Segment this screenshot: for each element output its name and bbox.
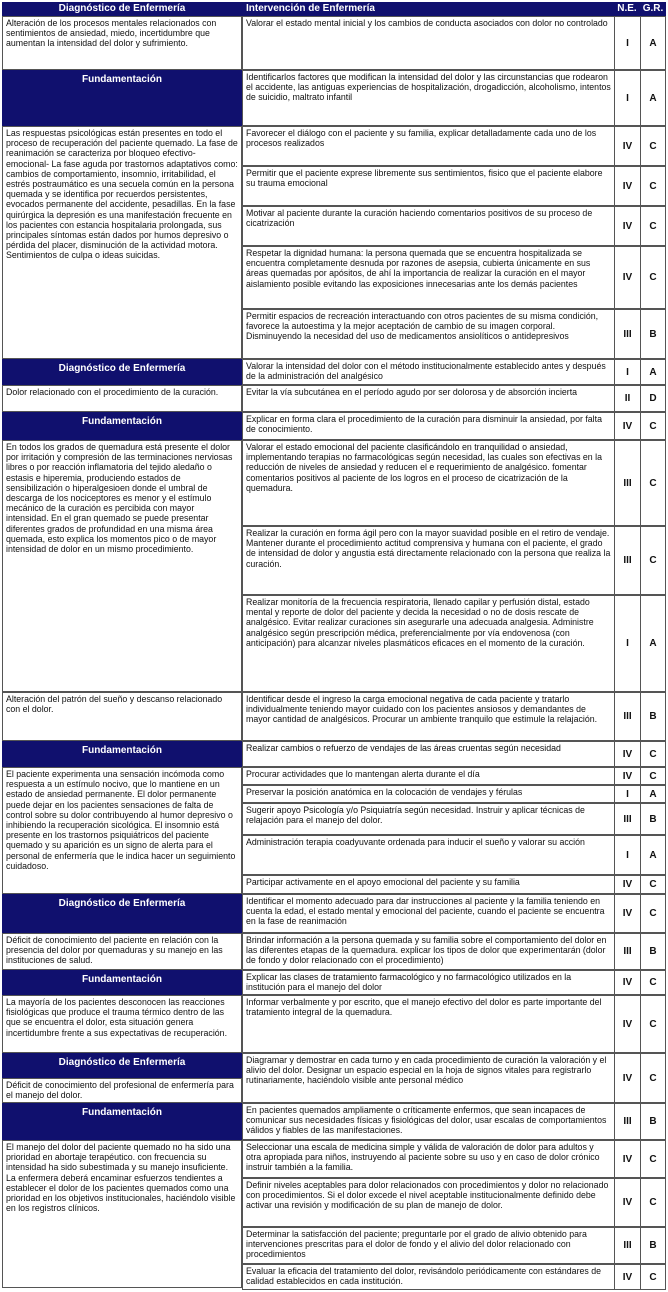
- section-header-band: Fundamentación: [2, 412, 242, 440]
- intervention-cell: Sugerir apoyo Psicología y/o Psiquiatría según necesidad. Instruir y aplicar técnicas de relajación para el manejo del dolor.: [242, 803, 615, 835]
- recommendation-grade-cell: A: [640, 835, 666, 875]
- evidence-level-cell: IV: [614, 126, 641, 166]
- intervention-cell: Realizar monitoría de la frecuencia respiratoria, llenado capilar y perfusión distal, estado mental y reporte de dolor del paciente y decida la necesidad o no de dosis rescate de analgésico. Evitar realizar curaciones sin asegurarle una adecuada analgesia. Administre analgésico según prescripción médica, preferencialmente por vía endovenosa (con anticipación) para alcanzar niveles plasmáticos eficaces en el momento de la curación.: [242, 595, 615, 692]
- evidence-level-cell: III: [614, 440, 641, 526]
- recommendation-grade-cell: C: [640, 875, 666, 894]
- diagnosis-cell: La mayoría de los pacientes desconocen las reacciones fisiológicas que produce el trauma térmico dentro de las que se encuentra el dolor, esta situación genera incertidumbre frente a sus expectativas de recuperación.: [2, 995, 242, 1053]
- evidence-level-cell: III: [614, 933, 641, 970]
- intervention-cell: Brindar información a la persona quemada y su familia sobre el comportamiento del dolor en las diferentes etapas de la quemadura. explicar los tipos de dolor que experimentarán (dolor de fondo y dolor relacionado con el procedimiento): [242, 933, 615, 970]
- intervention-cell: Preservar la posición anatómica en la colocación de vendajes y férulas: [242, 785, 615, 803]
- header-intervention: Intervención de Enfermería: [242, 2, 614, 16]
- diagnosis-cell: Déficit de conocimiento del profesional de enfermería para el manejo del dolor.: [2, 1078, 242, 1103]
- evidence-level-cell: III: [614, 1227, 641, 1264]
- recommendation-grade-cell: B: [640, 1103, 666, 1140]
- intervention-cell: Participar activamente en el apoyo emocional del paciente y su familia: [242, 875, 615, 894]
- evidence-level-cell: IV: [614, 767, 641, 785]
- recommendation-grade-cell: C: [640, 970, 666, 995]
- section-header-band: Fundamentación: [2, 970, 242, 995]
- evidence-level-cell: III: [614, 692, 641, 741]
- intervention-cell: Permitir que el paciente exprese libremente sus sentimientos, fisico que el paciente elabore su trauma emocional: [242, 166, 615, 206]
- recommendation-grade-cell: C: [640, 1264, 666, 1290]
- section-header-band: Diagnóstico de Enfermería: [2, 359, 242, 385]
- intervention-cell: Identificarlos factores que modifican la intensidad del dolor y las circunstancias que rodearon el accidente, las antiguas experiencias de hospitalización, drogadicción, alcoholismo, intentos de suicidio, maltrato infantil: [242, 70, 615, 126]
- diagnosis-cell: Las respuestas psicológicas están presentes en todo el proceso de recuperación del paciente quemado. La fase de reanimación se caracteriza por bloqueo efectivo-emocional- La fase aguda por trastornos adaptativos como: cambios de comportamiento, insomnio, irritabilidad, el estrés postraumático es una secuela común en la persona quemada y se identifica por recuerdos persistentes, evocados permanente del accidente, pesadillas. En la fase quirúrgica la depresión es una manifestación frecuente en los pacientes con estancia hospitalaria prolongada, sus principales síntomas están dados por humos depresivo o pérdida del placer, disminución de la actividad motora. Sentimientos de culpa o ideas suicidas.: [2, 126, 242, 359]
- recommendation-grade-cell: C: [640, 440, 666, 526]
- evidence-level-cell: IV: [614, 206, 641, 246]
- intervention-cell: Determinar la satisfacción del paciente; preguntarle por el grado de alivio obtenido para intervenciones prescritas para el dolor de fondo y el alivio del dolor relacionado con procedimientos: [242, 1227, 615, 1264]
- intervention-cell: Favorecer el diálogo con el paciente y su familia, explicar detalladamente cada uno de los procesos realizados: [242, 126, 615, 166]
- intervention-cell: Procurar actividades que lo mantengan alerta durante el día: [242, 767, 615, 785]
- evidence-level-cell: IV: [614, 1140, 641, 1178]
- recommendation-grade-cell: C: [640, 1053, 666, 1103]
- diagnosis-cell: En todos los grados de quemadura está presente el dolor por irritación y compresión de las terminaciones nerviosas libres o por reacción inflamatoria del tejido aledaño o estasis e hiperemia, produciendo estados de sensibilización o hiperalgesioen donde el umbral de descarga de los nociceptores es menor y el estímulo mecánico de la curación es percibida con mayor intensidad. En el gran quemado se puede presentar diferentes grados de profundidad en una misma área quemada, esto explica los momentos pico o de mayor intensidad de dolor en un mismo procedimiento.: [2, 440, 242, 692]
- evidence-level-cell: I: [614, 835, 641, 875]
- intervention-cell: Valorar el estado emocional del paciente clasificándolo en tranquilidad o ansiedad, implementando terapias no farmacológicas según necesidad, las cuales son efectivas en la reducción de niveles de ansiedad y reducen el e requerimiento de analgésico. fomentar comentarios positivos al paciente de los logros en el proceso de cicatrización de la quemadura.: [242, 440, 615, 526]
- evidence-level-cell: IV: [614, 875, 641, 894]
- header-gr: G.R.: [640, 2, 666, 16]
- evidence-level-cell: IV: [614, 894, 641, 933]
- recommendation-grade-cell: C: [640, 526, 666, 595]
- header-diagnosis: Diagnóstico de Enfermería: [2, 2, 242, 16]
- evidence-level-cell: I: [614, 595, 641, 692]
- section-header-band: Diagnóstico de Enfermería: [2, 894, 242, 933]
- recommendation-grade-cell: C: [640, 1178, 666, 1227]
- evidence-level-cell: IV: [614, 1053, 641, 1103]
- recommendation-grade-cell: C: [640, 166, 666, 206]
- recommendation-grade-cell: A: [640, 595, 666, 692]
- evidence-level-cell: I: [614, 785, 641, 803]
- diagnosis-cell: Dolor relacionado con el procedimiento de la curación.: [2, 385, 242, 412]
- recommendation-grade-cell: A: [640, 16, 666, 70]
- section-header-band: Fundamentación: [2, 70, 242, 126]
- section-header-band: Fundamentación: [2, 741, 242, 767]
- header-ne: N.E.: [614, 2, 640, 16]
- intervention-cell: Motivar al paciente durante la curación haciendo comentarios positivos de su proceso de cicatrización: [242, 206, 615, 246]
- evidence-level-cell: I: [614, 70, 641, 126]
- evidence-level-cell: IV: [614, 1178, 641, 1227]
- intervention-cell: Realizar la curación en forma ágil pero con la mayor suavidad posible en el retiro de vendaje. Mantener durante el procedimiento actitud comprensiva y humana con el paciente, el grado de intensidad de dolor y angustia está directamente relacionado con la persona que realiza la curación.: [242, 526, 615, 595]
- evidence-level-cell: I: [614, 359, 641, 385]
- recommendation-grade-cell: B: [640, 803, 666, 835]
- evidence-level-cell: IV: [614, 412, 641, 440]
- intervention-cell: Informar verbalmente y por escrito, que el manejo efectivo del dolor es parte importante del tratamiento integral de la quemadura.: [242, 995, 615, 1053]
- intervention-cell: Diagramar y demostrar en cada turno y en cada procedimiento de curación la valoración y el alivio del dolor. Designar un espacio especial en la hoja de signos vitales para registrarlo rutinariamente, haciéndolo visible ante personal médico: [242, 1053, 615, 1103]
- recommendation-grade-cell: C: [640, 206, 666, 246]
- recommendation-grade-cell: B: [640, 692, 666, 741]
- intervention-cell: Valorar la intensidad del dolor con el método institucionalmente establecido antes y después de la administración del analgésico: [242, 359, 615, 385]
- recommendation-grade-cell: A: [640, 359, 666, 385]
- recommendation-grade-cell: A: [640, 785, 666, 803]
- recommendation-grade-cell: C: [640, 246, 666, 309]
- recommendation-grade-cell: B: [640, 933, 666, 970]
- recommendation-grade-cell: A: [640, 70, 666, 126]
- evidence-level-cell: III: [614, 309, 641, 359]
- intervention-cell: Identificar desde el ingreso la carga emocional negativa de cada paciente y tratarlo individualmente teniendo mayor cuidado con los pacientes ansiosos y demandantes de mayor cantidad de analgésicos. Procurar un ambiente tranquilo que estimule la relajación.: [242, 692, 615, 741]
- recommendation-grade-cell: C: [640, 1140, 666, 1178]
- recommendation-grade-cell: C: [640, 995, 666, 1053]
- recommendation-grade-cell: C: [640, 767, 666, 785]
- intervention-cell: Explicar en forma clara el procedimiento de la curación para disminuir la ansiedad, por falta de conocimiento.: [242, 412, 615, 440]
- evidence-level-cell: IV: [614, 1264, 641, 1290]
- evidence-level-cell: III: [614, 803, 641, 835]
- evidence-level-cell: I: [614, 16, 641, 70]
- recommendation-grade-cell: B: [640, 1227, 666, 1264]
- diagnosis-cell: Alteración del patrón del sueño y descanso relacionado con el dolor.: [2, 692, 242, 741]
- intervention-cell: Valorar el estado mental inicial y los cambios de conducta asociados con dolor no controlado: [242, 16, 615, 70]
- diagnosis-cell: El paciente experimenta una sensación incómoda como respuesta a un estímulo nocivo, que lo mantiene en un estado de ansiedad permanente. El dolor permanente puede dejar en los pacientes sensaciones de falta de control sobre su dolor contribuyendo al humor depresivo o inhibiendo la recuperación sicológica. El insomnio está presente en los trastornos psiquiátricos del paciente quemado y su aparición es un signo de alerta para el personal de enfermería que le indica hacer un seguimiento cuidadoso.: [2, 767, 242, 894]
- section-header-band: Diagnóstico de Enfermería: [2, 1053, 242, 1078]
- diagnosis-cell: Déficit de conocimiento del paciente en relación con la presencia del dolor por quemaduras y su manejo en las instituciones de salud.: [2, 933, 242, 970]
- diagnosis-cell: Alteración de los procesos mentales relacionados con sentimientos de ansiedad, miedo, incertidumbre que aumentan la intensidad del dolor y sufrimiento.: [2, 16, 242, 70]
- evidence-level-cell: IV: [614, 741, 641, 767]
- recommendation-grade-cell: C: [640, 412, 666, 440]
- intervention-cell: Realizar cambios o refuerzo de vendajes de las áreas cruentas según necesidad: [242, 741, 615, 767]
- intervention-cell: Identificar el momento adecuado para dar instrucciones al paciente y la familia teniendo en cuenta la edad, el estado mental y emocional del paciente, cuando el paciente se encuentra en la fase de reanimación: [242, 894, 615, 933]
- evidence-level-cell: IV: [614, 166, 641, 206]
- recommendation-grade-cell: B: [640, 309, 666, 359]
- recommendation-grade-cell: C: [640, 894, 666, 933]
- evidence-level-cell: III: [614, 1103, 641, 1140]
- intervention-cell: Explicar las clases de tratamiento farmacológico y no farmacológico utilizados en la institución para el manejo del dolor: [242, 970, 615, 995]
- section-header-band: Fundamentación: [2, 1103, 242, 1140]
- intervention-cell: Respetar la dignidad humana: la persona quemada que se encuentra hospitalizada se encuentra completamente desnuda por razones de asepsia, cubierta únicamente en sus áreas quemadas por apósitos, de ahí la importancia de realizar la curación en el mayor aislamiento posible evitando las exposiciones innecesarias ante los demás pacientes: [242, 246, 615, 309]
- intervention-cell: Evitar la vía subcutánea en el período agudo por ser dolorosa y de absorción incierta: [242, 385, 615, 412]
- evidence-level-cell: IV: [614, 970, 641, 995]
- evidence-level-cell: III: [614, 526, 641, 595]
- intervention-cell: Definir niveles aceptables para dolor relacionados con procedimientos y dolor no relacionado con procedimientos. Si el dolor excede el nivel aceptable institucionalmente definido debe activar una revisión y modificación de su plan de manejo de dolor.: [242, 1178, 615, 1227]
- evidence-level-cell: IV: [614, 995, 641, 1053]
- intervention-cell: Seleccionar una escala de medicina simple y válida de valoración de dolor para adultos y otra apropiada para niños, instruyendo al paciente sobre su uso y en caso de dolor crónico instruir también a la familia.: [242, 1140, 615, 1178]
- recommendation-grade-cell: C: [640, 126, 666, 166]
- intervention-cell: Evaluar la eficacia del tratamiento del dolor, revisándolo periódicamente con estándares de calidad establecidos en cada institución.: [242, 1264, 615, 1290]
- intervention-cell: En pacientes quemados ampliamente o críticamente enfermos, que sean incapaces de comunicar sus necesidades físicas y fisiológicas del dolor, usar escalas de comportamientos válidos y fiables de las manifestaciones.: [242, 1103, 615, 1140]
- recommendation-grade-cell: C: [640, 741, 666, 767]
- intervention-cell: Administración terapia coadyuvante ordenada para inducir el sueño y valorar su acción: [242, 835, 615, 875]
- evidence-level-cell: IV: [614, 246, 641, 309]
- intervention-cell: Permitir espacios de recreación interactuando con otros pacientes de su misma condición, favorece la autoestima y la mejor aceptación de cambio de su imagen corporal. Disminuyendo la necesidad del uso de medicamentos ansiolíticos o antidepresivos: [242, 309, 615, 359]
- recommendation-grade-cell: D: [640, 385, 666, 412]
- diagnosis-cell: El manejo del dolor del paciente quemado no ha sido una prioridad en abortaje terapéutico. con frecuencia su intensidad ha sido subestimada y su manejo insuficiente. La enfermera deberá encaminar esfuerzos tendientes a establecer el dolor de los pacientes quemados como una prioridad en los objetivos institucionales, haciéndolo visible en los registros clínicos.: [2, 1140, 242, 1288]
- evidence-level-cell: II: [614, 385, 641, 412]
